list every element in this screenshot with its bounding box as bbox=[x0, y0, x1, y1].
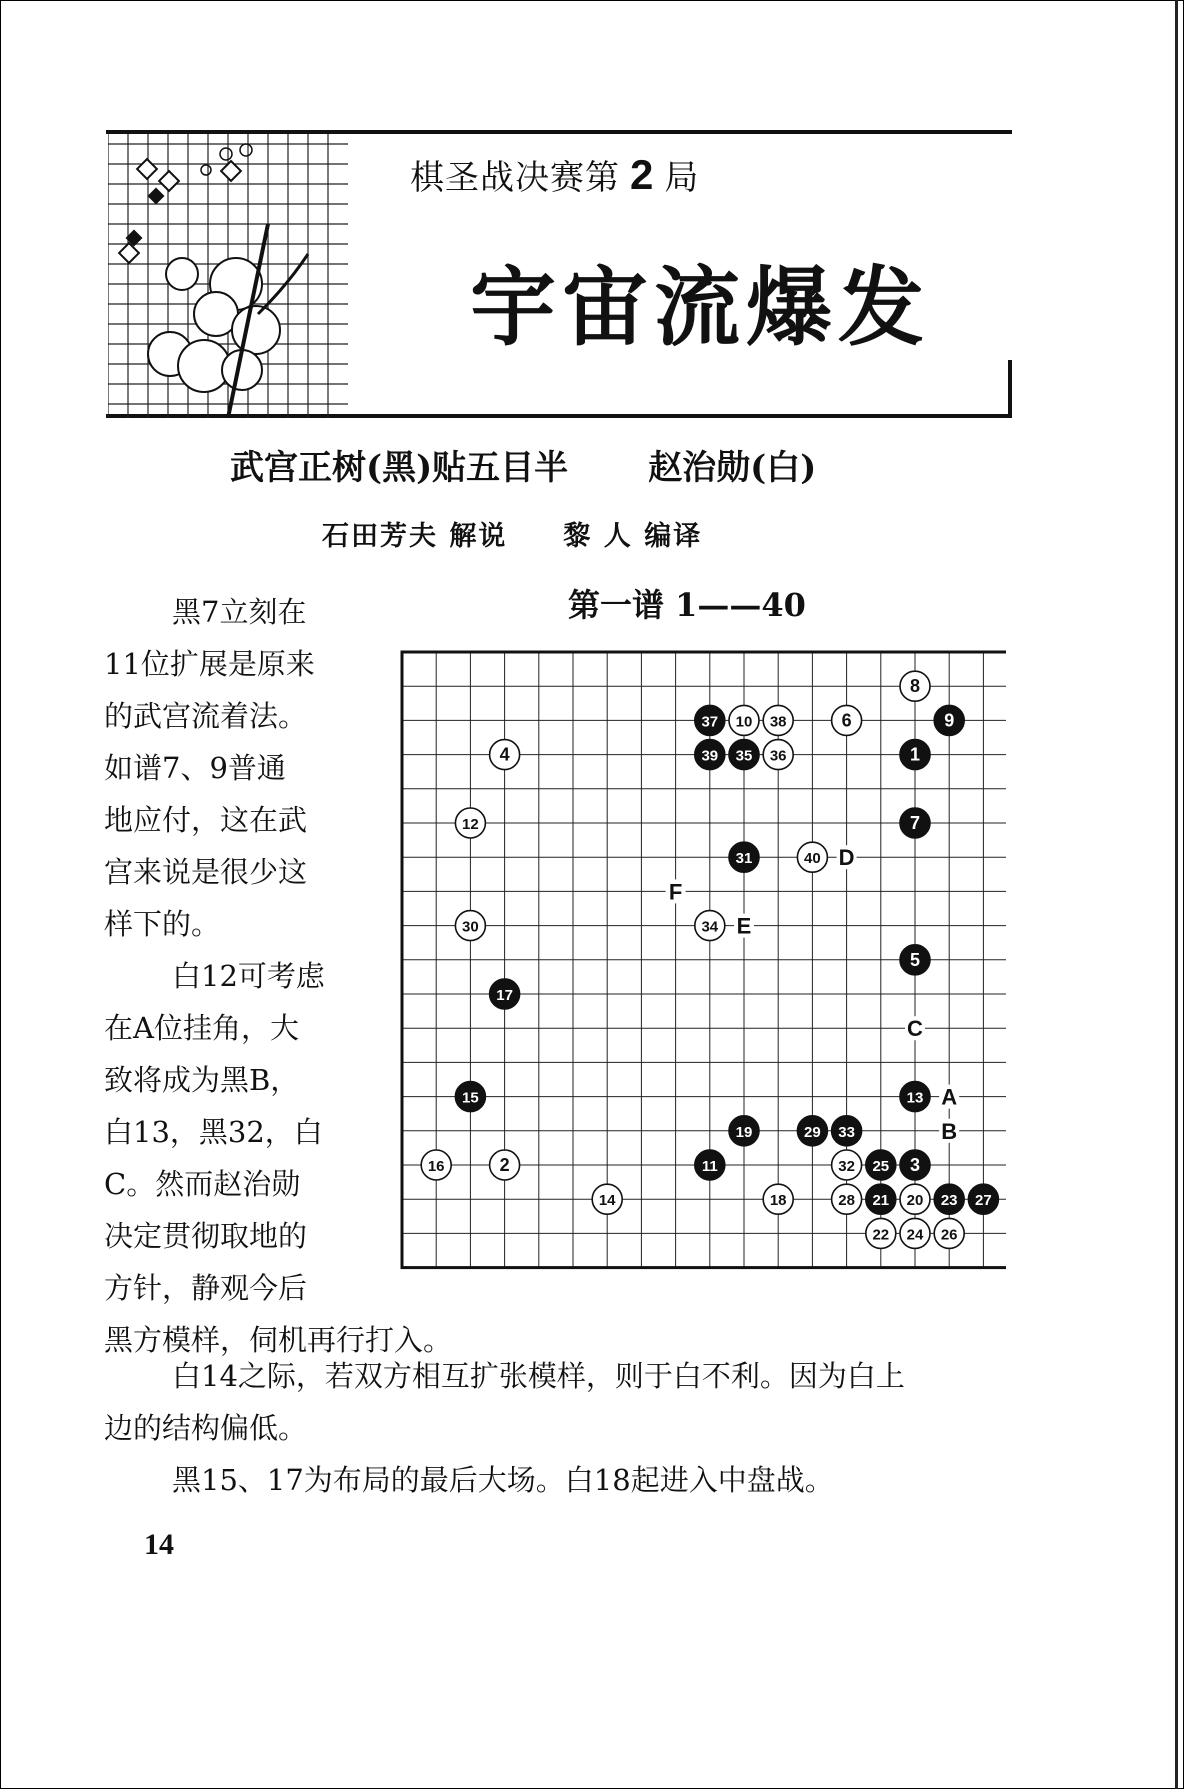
stone-number-29: 29 bbox=[804, 1123, 821, 1141]
stone-number-14: 14 bbox=[598, 1192, 616, 1210]
plum-blossom-go-board-illustration bbox=[108, 134, 348, 418]
white-player: 赵治勋(白) bbox=[648, 448, 817, 488]
stone-number-38: 38 bbox=[769, 713, 787, 731]
text-line: 黑7立刻在 bbox=[172, 595, 307, 629]
stone-number-25: 25 bbox=[872, 1158, 890, 1175]
stone-number-36: 36 bbox=[769, 747, 787, 765]
stone-number-15: 15 bbox=[462, 1089, 479, 1107]
stone-number-39: 39 bbox=[701, 747, 719, 765]
stone-number-11: 11 bbox=[701, 1158, 718, 1175]
point-label-D: D bbox=[838, 845, 855, 871]
text-line: 致将成为黑B， bbox=[104, 1063, 300, 1097]
text-line: 如谱7、9普通 bbox=[104, 751, 286, 785]
point-label-F: F bbox=[668, 879, 683, 905]
point-label-B: B bbox=[941, 1118, 958, 1144]
figure-caption: 第一谱 1——40 bbox=[568, 586, 806, 624]
point-label-E: E bbox=[736, 913, 752, 939]
stone-number-40: 40 bbox=[804, 850, 821, 868]
stone-number-23: 23 bbox=[940, 1192, 958, 1210]
text-line: 在A位挂角，大 bbox=[104, 1011, 299, 1045]
commentary-column bbox=[104, 586, 354, 1314]
stone-number-37: 37 bbox=[701, 713, 719, 731]
text-line: 白13，黑32，白 bbox=[104, 1115, 323, 1149]
stone-number-8: 8 bbox=[909, 676, 921, 697]
stone-number-4: 4 bbox=[499, 744, 510, 765]
black-player: 武宫正树(黑)贴五目半 bbox=[230, 448, 569, 488]
go-board-diagram bbox=[392, 648, 1006, 1272]
page-edge bbox=[1175, 0, 1178, 1789]
stone-number-33: 33 bbox=[838, 1123, 855, 1141]
text-line: 宫来说是很少这 bbox=[104, 855, 308, 889]
stone-number-2: 2 bbox=[499, 1155, 510, 1175]
article-title: 宇宙流爆发 bbox=[470, 258, 930, 358]
page-number: 14 bbox=[144, 1528, 174, 1561]
players-line bbox=[230, 440, 816, 489]
commentator: 石田芳夫 解说 bbox=[322, 521, 508, 552]
stone-number-7: 7 bbox=[909, 813, 921, 833]
stone-number-22: 22 bbox=[872, 1226, 890, 1244]
stone-number-21: 21 bbox=[872, 1192, 890, 1210]
stone-number-3: 3 bbox=[909, 1155, 921, 1175]
translator: 黎 人 编译 bbox=[563, 521, 703, 552]
text-line: 黑方模样，伺机再行打入。 bbox=[104, 1323, 453, 1357]
stone-number-17: 17 bbox=[496, 987, 513, 1004]
text-line: 白12可考虑 bbox=[172, 959, 325, 993]
stone-number-18: 18 bbox=[769, 1192, 787, 1210]
stone-number-16: 16 bbox=[427, 1158, 445, 1175]
stone-number-27: 27 bbox=[975, 1192, 992, 1210]
stone-number-19: 19 bbox=[735, 1123, 753, 1141]
stone-number-13: 13 bbox=[906, 1089, 924, 1107]
point-label-A: A bbox=[941, 1084, 958, 1110]
stone-number-34: 34 bbox=[701, 918, 719, 936]
stone-number-20: 20 bbox=[906, 1192, 924, 1210]
text-line: 样下的。 bbox=[104, 907, 221, 941]
stone-number-32: 32 bbox=[838, 1158, 855, 1175]
text-line: 白14之际，若双方相互扩张模样，则于白不利。因为白上 bbox=[172, 1359, 905, 1393]
text-line: C。然而赵治勋 bbox=[104, 1167, 301, 1201]
series-kicker: 棋圣战决赛第 2 局 bbox=[410, 151, 700, 198]
text-line: 边的结构偏低。 bbox=[104, 1411, 308, 1445]
stone-number-24: 24 bbox=[906, 1226, 924, 1244]
text-line: 地应付，这在武 bbox=[104, 803, 308, 837]
stone-number-30: 30 bbox=[462, 918, 479, 936]
credits-line bbox=[322, 514, 702, 553]
text-line: 方针，静观今后 bbox=[104, 1271, 308, 1305]
stone-number-12: 12 bbox=[462, 816, 479, 833]
stone-number-10: 10 bbox=[735, 713, 753, 731]
stone-number-26: 26 bbox=[940, 1226, 958, 1244]
stone-number-5: 5 bbox=[909, 949, 921, 970]
point-label-C: C bbox=[907, 1016, 923, 1042]
text-line: 决定贯彻取地的 bbox=[104, 1219, 308, 1253]
stone-number-28: 28 bbox=[838, 1192, 855, 1210]
text-line: 黑15、17为布局的最后大场。白18起进入中盘战。 bbox=[172, 1463, 834, 1497]
text-line: 的武宫流着法。 bbox=[104, 699, 308, 733]
stone-number-35: 35 bbox=[735, 747, 753, 765]
stone-number-1: 1 bbox=[909, 744, 921, 765]
stone-number-31: 31 bbox=[735, 850, 753, 868]
stone-number-6: 6 bbox=[841, 710, 852, 731]
text-line: 11位扩展是原来 bbox=[104, 647, 315, 681]
stone-number-9: 9 bbox=[944, 710, 955, 731]
